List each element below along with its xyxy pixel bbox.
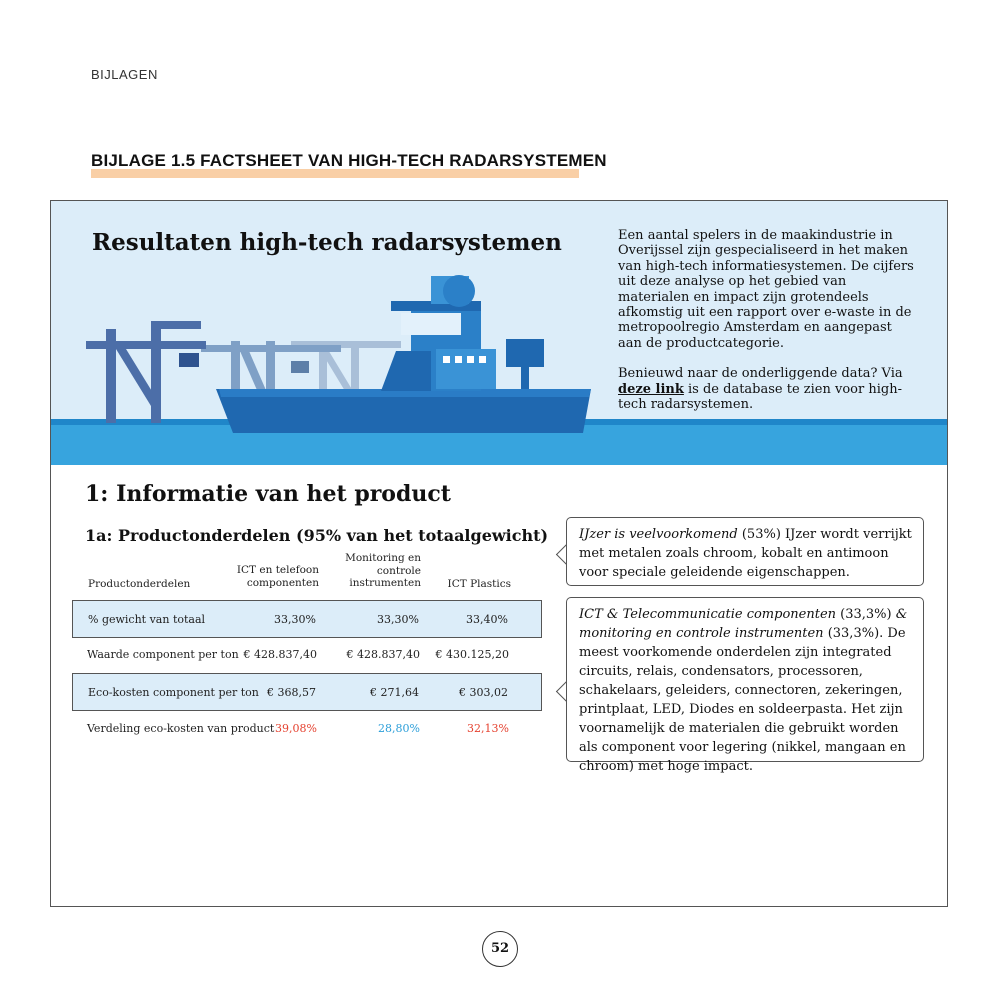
iron-text: (53%) IJzer wordt verrijkt met metalen zoals chroom, kobalt en antimoon voor speciale geleidende eigenschappen. — [579, 527, 912, 580]
cell-plastics: € 430.125,20 — [435, 648, 509, 661]
link-suffix: is de database te zien voor high-tech radarsystemen. — [618, 381, 902, 413]
cell-plastics: 32,13% — [467, 722, 509, 735]
factsheet-frame — [50, 200, 948, 907]
bijlage-title: BIJLAGE 1.5 FACTSHEET VAN HIGH-TECH RADARSYSTEMEN — [91, 151, 607, 170]
cell-monitoring: € 271,64 — [370, 686, 419, 699]
cell-ict: € 368,57 — [267, 686, 316, 699]
cell-ict: € 428.837,40 — [243, 648, 317, 661]
cell-ict: 33,30% — [274, 613, 316, 626]
cell-monitoring: 33,30% — [377, 613, 419, 626]
iron-emphasis: IJzer is veelvoorkomend — [579, 527, 738, 542]
row-label: Waarde component per ton — [87, 648, 239, 661]
header-ict-telefoon: ICT en telefoon componenten — [236, 564, 319, 589]
ict-emphasis: ICT & Telecommunicatie componenten — [579, 607, 837, 622]
hero-intro-text: Een aantal spelers in de maakindustrie in Overijssel zijn gespecialiseerd in het maken van high-tech informatiesystemen. De cijfers uit deze analyse op het gebied van materialen en impact zijn grotendeels afkomstig uit een rapport over e-waste in de metropoolregio Amsterdam en aangepast aan de productcategorie. — [618, 228, 914, 351]
page-number: 52 — [482, 931, 518, 967]
cell-monitoring: € 428.837,40 — [346, 648, 420, 661]
cell-plastics: € 303,02 — [459, 686, 508, 699]
link-prefix: Benieuwd naar de onderliggende data? Via — [618, 366, 903, 382]
cell-monitoring: 28,80% — [378, 722, 420, 735]
hero-intro — [618, 228, 918, 427]
section-label: BIJLAGEN — [91, 67, 158, 82]
hero-title: Resultaten high-tech radarsystemen — [92, 229, 562, 256]
table-row — [72, 636, 542, 674]
section-heading: 1: Informatie van het product — [85, 481, 451, 507]
hero-link-paragraph — [618, 366, 918, 412]
callout-ict — [566, 597, 924, 774]
row-label: % gewicht van totaal — [88, 613, 206, 626]
monitoring-emphasis: & monitoring en controle instrumenten — [579, 607, 908, 641]
callout-iron — [566, 517, 924, 586]
cell-plastics: 33,40% — [466, 613, 508, 626]
hero-banner — [51, 201, 947, 465]
header-productonderdelen: Productonderdelen — [88, 578, 191, 590]
ict-text: (33,3%). De meest voorkomende onderdelen zijn integrated circuits, relais, condensators, processoren, schakelaars, geleiders, connectoren, zekeringen, printplaat, LED, Diodes en soldeerpasta. Het zijn voornamelijk de materialen die gebruikt worden als component voor legering (nikkel, mangaan en chroom) met hoge impact. — [579, 626, 906, 774]
row-label: Verdeling eco-kosten van product — [87, 722, 275, 735]
cell-ict: 39,08% — [275, 722, 317, 735]
ict-mid: (33,3%) — [836, 607, 896, 622]
subsection-heading: 1a: Productonderdelen (95% van het totaalgewicht) — [85, 526, 549, 545]
table-row — [72, 710, 542, 748]
header-ict-plastics: ICT Plastics — [447, 578, 511, 590]
table-row — [72, 673, 542, 711]
database-link[interactable]: deze link — [618, 381, 684, 397]
table-row — [72, 600, 542, 638]
row-label: Eco-kosten component per ton — [88, 686, 259, 699]
header-monitoring: Monitoring en controle instrumenten — [345, 552, 421, 589]
